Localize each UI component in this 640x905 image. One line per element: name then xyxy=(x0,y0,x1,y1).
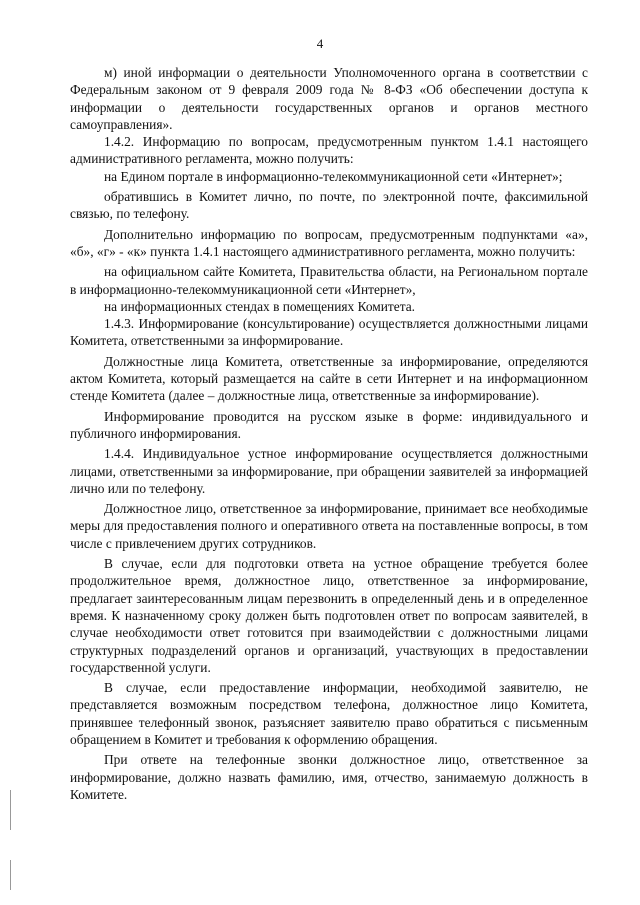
paragraph: 1.4.2. Информацию по вопросам, предусмотренным пунктом 1.4.1 настоящего административного регламента, можно получить: xyxy=(70,134,588,167)
paragraph: Должностные лица Комитета, ответственные за информирование, определяются актом Комитета, который размещается на сайте в сети Интернет и на информационном стенде Комитета (далее – должностные лица, ответственные за информирование). xyxy=(70,353,588,404)
paragraph: Дополнительно информацию по вопросам, предусмотренным подпунктами «а», «б», «г» - «к» пункта 1.4.1 настоящего административного регламента, можно получить: xyxy=(70,226,588,259)
paragraph: При ответе на телефонные звонки должностное лицо, ответственное за информирование, должно назвать фамилию, имя, отчество, занимаемую должность в Комитете. xyxy=(70,752,588,802)
document-body xyxy=(70,64,588,803)
paragraph: обратившись в Комитет лично, по почте, по электронной почте, факсимильной связью, по телефону. xyxy=(70,189,588,222)
paragraph: 1.4.4. Индивидуальное устное информирование осуществляется должностными лицами, ответственными за информирование, при обращении заявителей за информацией лично или по телефону. xyxy=(70,446,588,496)
paragraph: В случае, если для подготовки ответа на устное обращение требуется более продолжительное время, должностное лицо, ответственное за информирование, предлагает заинтересованным лицам перезвонить в определенный день и в определенное время. К назначенному сроку должен быть подготовлен ответ по вопросам заявителей, в случае необходимости ответ готовится при взаимодействии с должностными лицами структурных подразделений органов и организаций, участвующих в предоставлении государственной услуги. xyxy=(70,556,588,675)
paragraph: м) иной информации о деятельности Уполномоченного органа в соответствии с Федеральным законом от 9 февраля 2009 года № 8-ФЗ «Об обеспечении доступа к информации о деятельности государственных органов и органов местного самоуправления». xyxy=(70,65,588,132)
scan-edge-mark xyxy=(10,860,11,890)
paragraph: Информирование проводится на русском языке в форме: индивидуального и публичного информирования. xyxy=(70,408,588,441)
paragraph: на официальном сайте Комитета, Правительства области, на Региональном портале в информационно-телекоммуникационной сети «Интернет», xyxy=(70,264,588,297)
paragraph: В случае, если предоставление информации, необходимой заявителю, не представляется возможным посредством телефона, должностное лицо Комитета, принявшее телефонный звонок, разъясняет заявителю право обратиться с письменным обращением в Комитет и требования к оформлению обращения. xyxy=(70,680,588,747)
paragraph: на информационных стендах в помещениях Комитета. xyxy=(104,298,416,314)
paragraph: Должностное лицо, ответственное за информирование, принимает все необходимые меры для предоставления полного и оперативного ответа на поставленные вопросы, в том числе с привлечением других сотрудников. xyxy=(70,501,588,551)
scan-edge-mark xyxy=(10,790,11,830)
paragraph: 1.4.3. Информирование (консультирование) осуществляется должностными лицами Комитета, ответственными за информирование. xyxy=(70,316,588,349)
page-number: 4 xyxy=(316,36,324,51)
paragraph: на Едином портале в информационно-телекоммуникационной сети «Интернет»; xyxy=(104,168,563,184)
